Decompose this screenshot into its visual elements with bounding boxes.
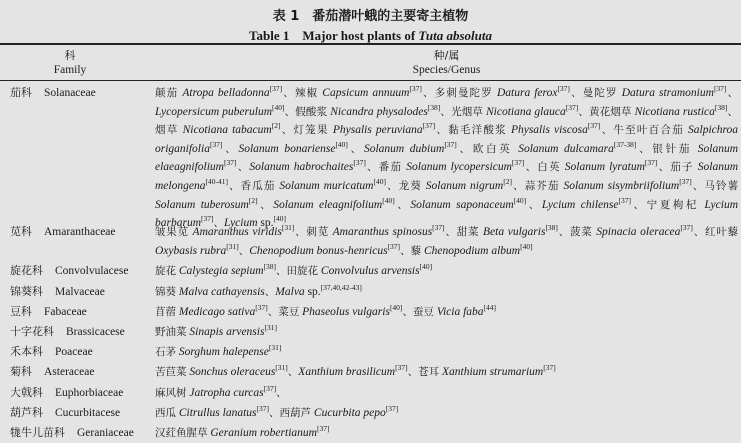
species-latin: Amaranthus spinosus — [332, 226, 433, 238]
family-latin: Cucurbitacese — [55, 407, 121, 419]
species-latin: Phaseolus vulgaris — [302, 306, 390, 318]
species-item — [249, 241, 401, 257]
species-cell — [155, 323, 738, 342]
species-latin: Solanum saponaceum — [410, 198, 514, 211]
separator: 、 — [421, 87, 435, 99]
species-item — [294, 84, 422, 99]
reference: [40-41] — [205, 176, 228, 186]
reference: [40] — [520, 241, 533, 251]
species-cn: 藜 — [410, 244, 422, 257]
title-en-prefix: Table 1 Major host plants of — [249, 28, 419, 43]
reference: [37] — [353, 158, 366, 168]
species-latin: Beta vulgaris — [483, 226, 546, 238]
reference: [40] — [419, 262, 433, 271]
reference: [37] — [409, 84, 422, 93]
separator: 、 — [630, 198, 647, 211]
species-item — [155, 84, 283, 99]
reference: [31] — [268, 343, 282, 352]
species-cn: 马铃薯 — [704, 179, 739, 192]
species-latin: Solanum bonariense — [238, 142, 336, 155]
table-title-cn: 表 1 番茄潜叶蛾的主要寄主植物 — [272, 9, 469, 24]
reference: [37] — [255, 303, 268, 312]
species-cn: 苜蓿 — [155, 306, 176, 318]
species-abbr: sp. — [307, 286, 321, 298]
species-cell — [155, 424, 738, 443]
separator: 、 — [526, 198, 542, 211]
family-latin: Malvaceae — [55, 286, 105, 298]
family-cell — [10, 363, 94, 382]
separator: 、 — [512, 179, 525, 192]
species-latin: Chenopodium bonus-henricus — [249, 244, 388, 257]
family-cell — [10, 262, 128, 281]
species-item — [295, 102, 441, 118]
family-latin: Fabaceae — [44, 306, 87, 318]
separator: 、 — [287, 366, 299, 378]
species-latin: Calystegia sepium — [178, 265, 264, 277]
species-item — [434, 84, 570, 99]
reference: [2] — [248, 195, 258, 205]
reference: [40] — [373, 176, 386, 186]
reference: [40] — [335, 139, 348, 149]
species-cn: 蒜芥茄 — [524, 179, 560, 192]
separator: 、 — [636, 142, 653, 155]
reference: [37] — [543, 363, 556, 372]
species-latin: Cucurbita pepo — [313, 407, 386, 419]
species-latin: Solanum lycopersicum — [406, 161, 512, 174]
reference: [38] — [545, 223, 558, 232]
reference: [31] — [275, 363, 288, 372]
reference: [37] — [432, 223, 445, 232]
species-latin: Solanum muricatum — [279, 179, 374, 192]
separator: 、 — [691, 179, 705, 192]
separator: 、 — [569, 87, 583, 99]
species-item — [249, 158, 366, 174]
reference: [37] — [644, 158, 658, 168]
species-latin: Solanum nigrum — [425, 179, 504, 192]
species-item — [582, 84, 727, 99]
species-cn: 麻风树 — [155, 387, 187, 399]
family-cell — [10, 303, 87, 322]
family-cn: 苋科 — [10, 225, 32, 238]
reference: [37,40,42-43] — [320, 283, 362, 292]
reference: [2] — [271, 121, 281, 131]
species-cell — [155, 84, 738, 233]
species-item — [155, 262, 277, 277]
species-cn: 石茅 — [155, 346, 176, 358]
species-cn: 颠茄 — [155, 87, 179, 99]
separator: 、 — [524, 161, 538, 174]
reference: [40] — [273, 214, 287, 224]
family-cell — [10, 223, 116, 242]
separator: 、 — [269, 407, 280, 419]
reference: [37] — [679, 176, 692, 186]
species-cn: 香瓜茄 — [240, 179, 276, 192]
reference: [37] — [263, 384, 277, 393]
reference: [37] — [565, 102, 579, 112]
family-cn: 锦葵科 — [10, 285, 43, 298]
species-cn: 番茄 — [378, 161, 403, 174]
reference: [37] — [209, 139, 223, 149]
species-latin: Medicago sativa — [178, 306, 256, 318]
separator: 、 — [282, 87, 295, 99]
reference: [37] — [587, 121, 601, 131]
top-rule — [0, 43, 741, 45]
separator: 、 — [657, 161, 671, 174]
species-latin: Solanum dulcamara — [518, 142, 614, 155]
family-cell — [10, 84, 96, 103]
species-cn: 锦葵 — [155, 286, 176, 298]
species-cn: 龙葵 — [398, 179, 422, 192]
species-latin: Nicotiana rustica — [634, 105, 715, 118]
separator: 、 — [227, 179, 241, 192]
species-latin: Solanum habrochaites — [249, 161, 354, 174]
species-latin: Lycium — [224, 217, 258, 230]
species-cell — [155, 384, 738, 403]
reference: [37] — [387, 241, 401, 251]
species-item — [456, 223, 558, 238]
reference: [31] — [264, 323, 277, 332]
reference: [40] — [389, 303, 403, 312]
species-item — [279, 404, 399, 419]
reference: [38] — [427, 102, 441, 112]
separator: 、 — [440, 105, 452, 118]
reference: [37] — [618, 195, 631, 205]
separator: 、 — [267, 306, 279, 318]
reference: [31] — [226, 241, 239, 251]
family-latin: Brassicacese — [66, 326, 125, 338]
species-cn: 刺苋 — [306, 226, 329, 238]
separator: 、 — [365, 161, 379, 174]
species-item — [273, 195, 395, 211]
family-cell — [10, 283, 105, 302]
separator: 、 — [264, 286, 276, 298]
species-latin: Nicotiana tabacum — [182, 124, 272, 137]
species-latin: Chenopodium album — [423, 244, 521, 257]
reference: [37] — [680, 223, 693, 232]
species-latin: Solanum tuberosum — [155, 198, 249, 211]
family-cell — [10, 424, 134, 443]
species-latin: Datura ferox — [496, 87, 558, 99]
header-family-en: Family — [53, 64, 87, 76]
species-item — [298, 363, 408, 378]
title-en-species: Tuta absoluta — [418, 28, 492, 43]
species-cn: 辣椒 — [294, 87, 319, 99]
species-latin: Vicia faba — [436, 306, 484, 318]
species-cell — [155, 303, 738, 322]
species-latin: Atropa belladonna — [182, 87, 270, 99]
species-item — [412, 303, 497, 318]
species-latin: Convolvulus arvensis — [320, 265, 420, 277]
separator: 、 — [727, 105, 739, 118]
separator: 、 — [435, 124, 449, 137]
species-cn: 假酸浆 — [295, 105, 328, 118]
family-latin: Euphorbiaceae — [55, 387, 124, 399]
species-latin: Citrullus lanatus — [178, 407, 257, 419]
species-cn: 茄子 — [670, 161, 694, 174]
species-cn: 菜豆 — [278, 306, 300, 318]
reference: [37] — [224, 158, 237, 168]
species-abbr: sp. — [260, 217, 274, 230]
species-item — [155, 404, 270, 419]
reference: [37] — [201, 214, 214, 224]
species-latin: Xanthium brasilicum — [298, 366, 396, 378]
species-cn: 多刺曼陀罗 — [434, 87, 493, 99]
species-item — [155, 384, 277, 399]
family-cn: 禾本科 — [10, 345, 43, 358]
separator: 、 — [294, 226, 307, 238]
header-species-en: Species/Genus — [412, 64, 481, 76]
header-species — [155, 48, 738, 78]
species-cn: 黄花烟草 — [588, 105, 632, 118]
species-cn: 野油菜 — [155, 326, 187, 338]
reference: [44] — [483, 303, 497, 312]
species-cn: 宁夏枸杞 — [646, 198, 700, 211]
table-title-en — [0, 25, 741, 44]
species-latin: Solanum dubium — [363, 142, 445, 155]
separator: 、 — [385, 179, 399, 192]
family-cn: 牻牛儿苗科 — [10, 426, 65, 439]
family-cn: 葫芦科 — [10, 406, 43, 419]
species-item — [155, 343, 282, 358]
species-cn: 光烟草 — [451, 105, 483, 118]
species-latin: Geranium robertianum — [210, 427, 317, 439]
species-item — [378, 158, 525, 174]
separator: 、 — [600, 124, 614, 137]
separator: 、 — [726, 87, 739, 99]
species-cn: 汉荭鱼腥草 — [155, 427, 208, 439]
species-latin: Xanthium strumarium — [441, 366, 544, 378]
species-item — [570, 223, 693, 238]
reference: [40] — [382, 195, 395, 205]
family-latin: Geraniaceae — [77, 427, 134, 439]
separator: 、 — [213, 217, 225, 230]
species-cell — [155, 363, 738, 382]
separator: 、 — [456, 142, 473, 155]
species-cn: 牛至叶百合茄 — [613, 124, 684, 137]
species-cn: 白英 — [537, 161, 561, 174]
reference: [38] — [263, 262, 277, 271]
species-item — [410, 241, 533, 257]
reference: [37] — [256, 404, 270, 413]
species-item — [155, 303, 268, 318]
header-rule — [0, 80, 741, 81]
species-item — [155, 363, 288, 378]
separator: 、 — [280, 124, 294, 137]
species-item — [238, 139, 348, 155]
reference: [37] — [385, 404, 399, 413]
header-family-cn: 科 — [64, 49, 76, 62]
species-latin: Solanum sisymbriifolium — [563, 179, 680, 192]
species-latin: Malva — [275, 286, 305, 298]
species-latin: Salpichroa origanifolia — [155, 124, 739, 155]
reference: [37] — [316, 424, 330, 433]
species-cell — [155, 404, 738, 423]
family-latin: Convolvulacese — [55, 265, 129, 277]
separator: 、 — [692, 226, 705, 238]
family-cell — [10, 323, 125, 342]
species-cn: 苦苣菜 — [155, 366, 187, 378]
species-item — [537, 158, 658, 174]
family-cn: 菊科 — [10, 365, 32, 378]
separator: 、 — [222, 142, 239, 155]
species-item — [306, 223, 445, 238]
species-item — [155, 121, 281, 137]
reference: [37-38] — [613, 139, 637, 149]
species-latin: Malva cathayensis — [178, 286, 265, 298]
separator: 、 — [347, 142, 364, 155]
species-latin: Lycopersicum puberulum — [155, 105, 273, 118]
species-cell — [155, 262, 738, 281]
reference: [37] — [422, 121, 436, 131]
species-latin: Solanum melongena — [155, 161, 739, 192]
species-cn: 曼陀罗 — [582, 87, 618, 99]
separator: 、 — [578, 105, 589, 118]
header-species-cn: 种/属 — [433, 49, 460, 62]
species-cn: 灯笼果 — [293, 124, 329, 137]
separator: 、 — [276, 387, 287, 399]
species-item — [278, 303, 403, 318]
species-latin: Lycium chilense — [541, 198, 619, 211]
species-item — [155, 286, 265, 298]
species-latin: Oxybasis rubra — [155, 244, 227, 257]
species-item — [418, 363, 556, 378]
separator: 、 — [400, 244, 411, 257]
family-latin: Asteraceae — [44, 366, 95, 378]
separator: 、 — [257, 198, 274, 211]
species-item — [240, 176, 386, 192]
species-cell — [155, 283, 738, 302]
species-item — [410, 195, 527, 211]
species-item — [524, 176, 692, 192]
species-latin: Nicotiana glauca — [486, 105, 566, 118]
species-item — [448, 121, 601, 137]
species-cn: 菠菜 — [570, 226, 593, 238]
species-item — [398, 176, 512, 192]
separator: 、 — [276, 265, 287, 277]
species-latin: Solanum lyratum — [564, 161, 645, 174]
family-cn: 十字花科 — [10, 325, 54, 338]
species-latin: Solanum elaeagnifolium — [155, 142, 739, 174]
separator: 、 — [284, 105, 296, 118]
species-cn: 银针茄 — [652, 142, 693, 155]
header-family — [20, 48, 120, 78]
species-latin: Physalis viscosa — [510, 124, 588, 137]
species-cn: 西葫芦 — [279, 407, 312, 419]
reference: [37] — [557, 84, 570, 93]
separator: 、 — [394, 198, 411, 211]
species-cn: 欧白英 — [472, 142, 513, 155]
family-latin: Amaranthaceae — [44, 226, 116, 238]
reference: [37] — [269, 84, 283, 93]
reference: [2] — [503, 176, 512, 186]
species-latin: Datura stramonium — [621, 87, 714, 99]
species-latin: Jatropha curcas — [189, 387, 264, 399]
reference: [38] — [714, 102, 728, 112]
species-item — [293, 121, 436, 137]
species-latin: Spinacia oleracea — [596, 226, 681, 238]
reference: [40] — [272, 102, 285, 112]
species-cell — [155, 223, 738, 260]
reference: [37] — [444, 139, 457, 149]
reference: [40] — [513, 195, 527, 205]
family-latin: Poaceae — [55, 346, 93, 358]
reference: [37] — [713, 84, 727, 93]
family-cn: 旋花科 — [10, 264, 43, 277]
reference: [31] — [281, 223, 295, 232]
species-latin: Physalis peruviana — [332, 124, 423, 137]
species-item — [451, 102, 579, 118]
species-cn: 蚕豆 — [412, 306, 434, 318]
species-item — [472, 139, 637, 155]
reference: [37] — [511, 158, 525, 168]
separator: 、 — [236, 161, 250, 174]
species-item — [155, 424, 330, 439]
species-latin: Amaranthus viridis — [192, 226, 282, 238]
species-cn: 甜菜 — [456, 226, 480, 238]
species-item — [275, 283, 362, 298]
species-latin: Lycium barbarum — [155, 198, 738, 230]
separator: 、 — [238, 244, 250, 257]
species-latin: Sorghum halepense — [178, 346, 269, 358]
species-item — [286, 262, 433, 277]
species-latin: Capsicum annuum — [322, 87, 410, 99]
species-item — [363, 139, 457, 155]
separator: 、 — [402, 306, 413, 318]
family-cell — [10, 404, 120, 423]
species-cell — [155, 343, 738, 362]
species-item — [155, 323, 277, 338]
family-cn: 大戟科 — [10, 386, 43, 399]
species-cn: 西瓜 — [155, 407, 176, 419]
species-latin: Solanum eleagnifolium — [273, 198, 383, 211]
species-cn: 红叶藜 — [704, 226, 739, 238]
reference: [37] — [395, 363, 408, 372]
species-latin: Sinapis arvensis — [189, 326, 265, 338]
family-cn: 豆科 — [10, 305, 32, 318]
species-cn: 皱果苋 — [155, 226, 189, 238]
species-cn: 烟草 — [155, 124, 179, 137]
family-cell — [10, 384, 123, 403]
separator: 、 — [557, 226, 571, 238]
species-item — [541, 195, 631, 211]
species-cn: 苍耳 — [418, 366, 440, 378]
species-item — [588, 102, 728, 118]
separator: 、 — [407, 366, 419, 378]
separator: 、 — [444, 226, 457, 238]
species-item — [155, 102, 285, 118]
family-cell — [10, 343, 93, 362]
species-latin: Nicandra physalodes — [330, 105, 428, 118]
family-latin: Solanaceae — [44, 87, 96, 99]
species-cn: 旋花 — [155, 265, 176, 277]
species-latin: Sonchus oleraceus — [189, 366, 276, 378]
family-cn: 茄科 — [10, 86, 32, 99]
species-cn: 黏毛洋酸浆 — [448, 124, 507, 137]
species-cn: 田旋花 — [286, 265, 319, 277]
